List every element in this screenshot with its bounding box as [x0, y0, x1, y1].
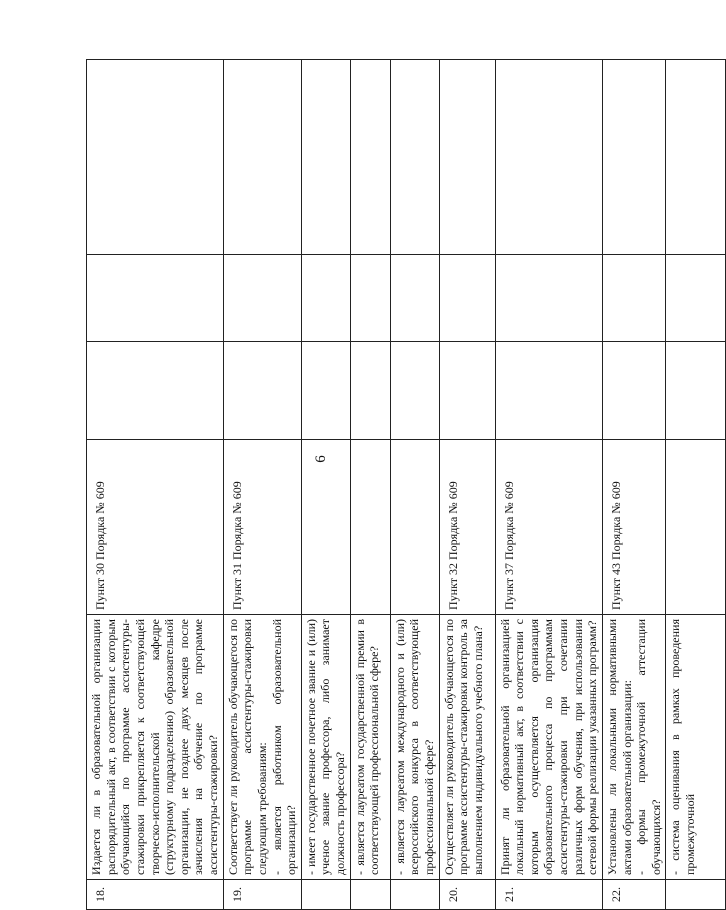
empty-cell [602, 342, 666, 440]
empty-cell [390, 255, 439, 342]
table-row [602, 60, 666, 910]
question-cell: Принят ли образовательной организацией локальный нормативный акт, в соответствии с которым осуществляется организация образовательного процесса по программам ассистентуры-стажировки при сочетании различных форм обучения, при использовании сетевой формы реализации указанных программ? [495, 615, 602, 880]
reference-cell: Пункт 30 Порядка № 609 [87, 440, 224, 615]
table-row [87, 60, 224, 910]
row-number [390, 880, 439, 910]
empty-cell [301, 342, 350, 440]
row-number: 18. [87, 880, 224, 910]
empty-cell [439, 60, 495, 255]
empty-cell [439, 255, 495, 342]
empty-cell [87, 60, 224, 255]
checklist-table-wrapper [86, 60, 697, 910]
empty-cell [223, 255, 301, 342]
table-row [301, 60, 350, 910]
empty-cell [495, 342, 602, 440]
table-row [390, 60, 439, 910]
reference-cell [390, 440, 439, 615]
reference-cell [301, 440, 350, 615]
reference-cell: Пункт 43 Порядка № 609 [602, 440, 666, 615]
empty-cell [602, 60, 666, 255]
table-row [350, 60, 390, 910]
empty-cell [602, 255, 666, 342]
empty-cell [666, 60, 726, 255]
question-cell: Установлены ли локальными нормативными актами образовательной организации: - формы промежуточной аттестации обучающихся? [602, 615, 666, 880]
checklist-table [86, 59, 726, 910]
empty-cell [87, 342, 224, 440]
question-cell: Соответствует ли руководитель обучающегося по программе ассистентуры-стажировки следующим требованиям: - является работником образовательной организации? [223, 615, 301, 880]
empty-cell [223, 60, 301, 255]
empty-cell [301, 60, 350, 255]
empty-cell [223, 342, 301, 440]
reference-cell: Пункт 32 Порядка № 609 [439, 440, 495, 615]
reference-cell: Пункт 31 Порядка № 609 [223, 440, 301, 615]
table-row [439, 60, 495, 910]
row-number [666, 880, 726, 910]
empty-cell [390, 60, 439, 255]
empty-cell [666, 342, 726, 440]
empty-cell [439, 342, 495, 440]
empty-cell [350, 60, 390, 255]
question-cell: - является лауреатом государственной премии в соответствующей профессиональной сфере? [350, 615, 390, 880]
table-row [666, 60, 726, 910]
page-number: 6 [313, 455, 329, 463]
row-number [301, 880, 350, 910]
empty-cell [350, 255, 390, 342]
row-number: 20. [439, 880, 495, 910]
reference-cell [666, 440, 726, 615]
table-row [495, 60, 602, 910]
empty-cell [301, 255, 350, 342]
empty-cell [495, 60, 602, 255]
empty-cell [87, 255, 224, 342]
empty-cell [666, 255, 726, 342]
question-cell: Издается ли в образовательной организации распорядительный акт, в соответствии с которым обучающийся по программе ассистентуры-стажировки прикрепляется к соответствующей творческо-исполнительской кафедре (структурному подразделению) образовательной организации, не позднее двух месяцев после зачисления на обучение по программе ассистентуры-стажировки? [87, 615, 224, 880]
row-number [350, 880, 390, 910]
empty-cell [495, 255, 602, 342]
reference-cell: Пункт 37 Порядка № 609 [495, 440, 602, 615]
table-row [223, 60, 301, 910]
row-number: 19. [223, 880, 301, 910]
empty-cell [390, 342, 439, 440]
question-cell: - является лауреатом международного и (или) всероссийского конкурса в соответствующей профессиональной сфере? [390, 615, 439, 880]
question-cell: - система оценивания в рамках проведения промежуточной [666, 615, 726, 880]
empty-cell [350, 342, 390, 440]
question-cell: - имеет государственное почетное звание и (или) ученое звание профессора, либо занимает должность профессора? [301, 615, 350, 880]
reference-cell [350, 440, 390, 615]
row-number: 21. [495, 880, 602, 910]
row-number: 22. [602, 880, 666, 910]
question-cell: Осуществляет ли руководитель обучающегося по программе ассистентуры-стажировки контроль за выполнением индивидуального учебного плана? [439, 615, 495, 880]
